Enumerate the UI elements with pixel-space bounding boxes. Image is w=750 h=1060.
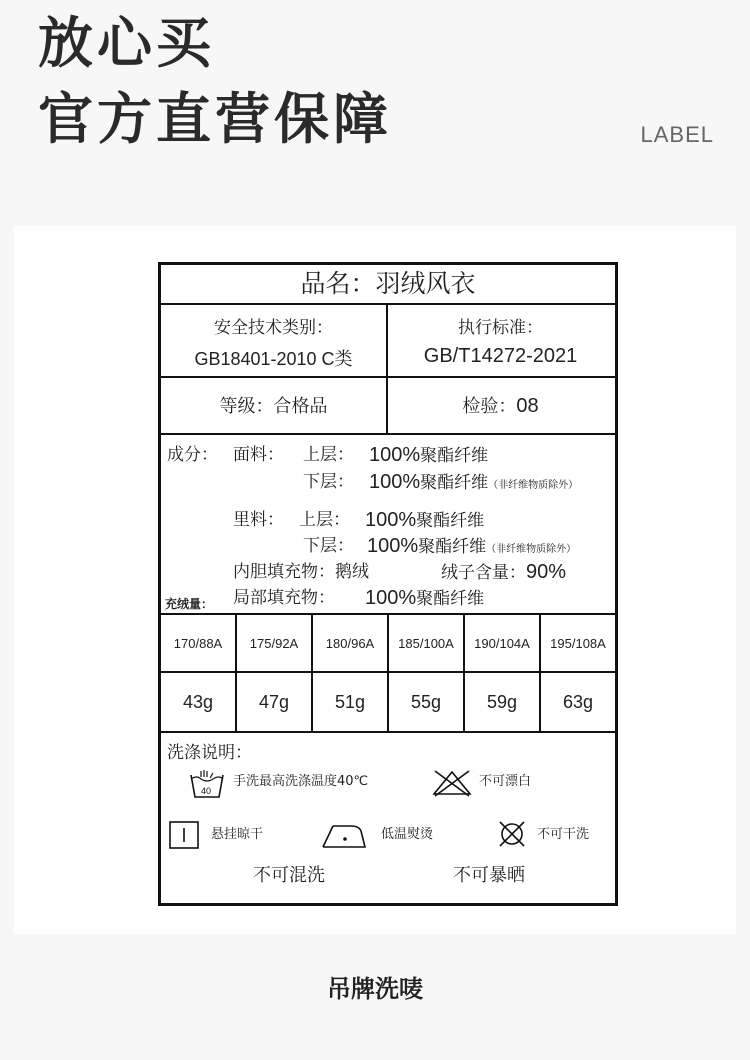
image-caption: 吊牌洗唛 <box>327 975 423 1003</box>
headline-line-1: 放心买 <box>38 11 216 75</box>
hand-wash-text: 手洗最高洗涤温度40℃ <box>233 774 369 789</box>
local-fill-fiber: 聚酯纤维 <box>416 589 485 609</box>
lining-upper-pct: 100% <box>365 509 417 531</box>
size-cell: 195/108A <box>550 635 606 651</box>
local-fill-pct: 100% <box>365 587 417 609</box>
down-content-value: 90% <box>526 561 567 583</box>
lining-lower-fiber: 聚酯纤维 <box>418 537 487 557</box>
fill-amount-label: 充绒量： <box>165 597 214 611</box>
lining-upper-fiber: 聚酯纤维 <box>416 511 485 531</box>
no-sun-text: 不可暴晒 <box>453 865 525 886</box>
inspection-text <box>386 392 615 418</box>
safety-category-caption: 安全技术类别： <box>214 318 333 338</box>
weight-cell: 59g <box>465 673 541 731</box>
headline-line-2: 官方直营保障 <box>38 87 393 151</box>
size-row <box>161 615 615 673</box>
size-cell: 190/104A <box>465 615 541 671</box>
grade-text: 等级：合格品 <box>219 396 328 417</box>
fill-weight-row <box>161 673 615 733</box>
no-bleach-text: 不可漂白 <box>479 774 532 789</box>
execution-standard <box>386 305 615 376</box>
hang-dry-text: 悬挂晾干 <box>211 827 264 842</box>
composition-block <box>161 435 615 615</box>
size-cell: 185/100A <box>389 615 465 671</box>
hang-tag <box>158 262 618 906</box>
lining-upper-label: 上层： <box>299 510 350 530</box>
weight-cell: 47g <box>237 673 313 731</box>
shell-upper-label: 上层： <box>303 445 354 465</box>
no-bleach-icon <box>431 769 473 797</box>
size-cell: 170/88A <box>161 615 237 671</box>
low-iron-text: 低温熨烫 <box>381 827 434 842</box>
shell-lower-exclusion: （非纤维物质除外） <box>488 480 579 491</box>
lining-label: 里料： <box>233 510 284 530</box>
tub-temp-label: 40 <box>201 786 212 796</box>
inspection-value: 08 <box>516 395 539 417</box>
hand-wash-icon <box>189 769 225 799</box>
weight-cell: 63g <box>562 691 594 712</box>
standards-row <box>161 305 615 378</box>
shell-upper-fiber: 聚酯纤维 <box>420 446 489 466</box>
execution-standard-value: GB/T14272-2021 <box>423 345 578 367</box>
shell-lower-pct: 100% <box>369 471 421 493</box>
down-content-label: 绒子含量： <box>441 563 526 583</box>
safety-category <box>161 305 388 376</box>
inspection-caption: 检验： <box>462 396 517 417</box>
size-cell: 180/96A <box>313 615 389 671</box>
grade-row <box>161 378 615 435</box>
section-label: LABEL <box>640 122 714 147</box>
size-cell: 175/92A <box>237 615 313 671</box>
no-dry-clean-icon <box>497 819 527 849</box>
filling-text: 内胆填充物：鹅绒 <box>233 562 369 582</box>
safety-category-value: GB18401-2010 C类 <box>194 349 353 369</box>
composition-prefix: 成分： <box>167 445 218 465</box>
shell-lower-fiber: 聚酯纤维 <box>420 473 489 493</box>
care-instructions <box>161 733 615 903</box>
shell-label: 面料： <box>233 445 284 465</box>
lining-lower-label: 下层： <box>303 536 354 556</box>
execution-standard-caption: 执行标准： <box>458 318 543 338</box>
shell-lower-label: 下层： <box>303 472 354 492</box>
low-iron-icon <box>321 823 367 849</box>
no-mix-wash-text: 不可混洗 <box>253 865 325 886</box>
product-name: 品名：羽绒风衣 <box>161 265 615 305</box>
care-title: 洗涤说明： <box>167 743 252 763</box>
shell-upper-pct: 100% <box>369 444 421 466</box>
lining-lower-pct: 100% <box>367 535 419 557</box>
weight-cell: 43g <box>161 673 237 731</box>
weight-cell: 51g <box>313 673 389 731</box>
weight-cell: 55g <box>389 673 465 731</box>
lining-lower-exclusion: （非纤维物质除外） <box>486 544 577 555</box>
no-dry-clean-text: 不可干洗 <box>537 827 590 842</box>
hang-dry-icon <box>169 821 199 849</box>
local-fill-label: 局部填充物： <box>233 588 335 608</box>
